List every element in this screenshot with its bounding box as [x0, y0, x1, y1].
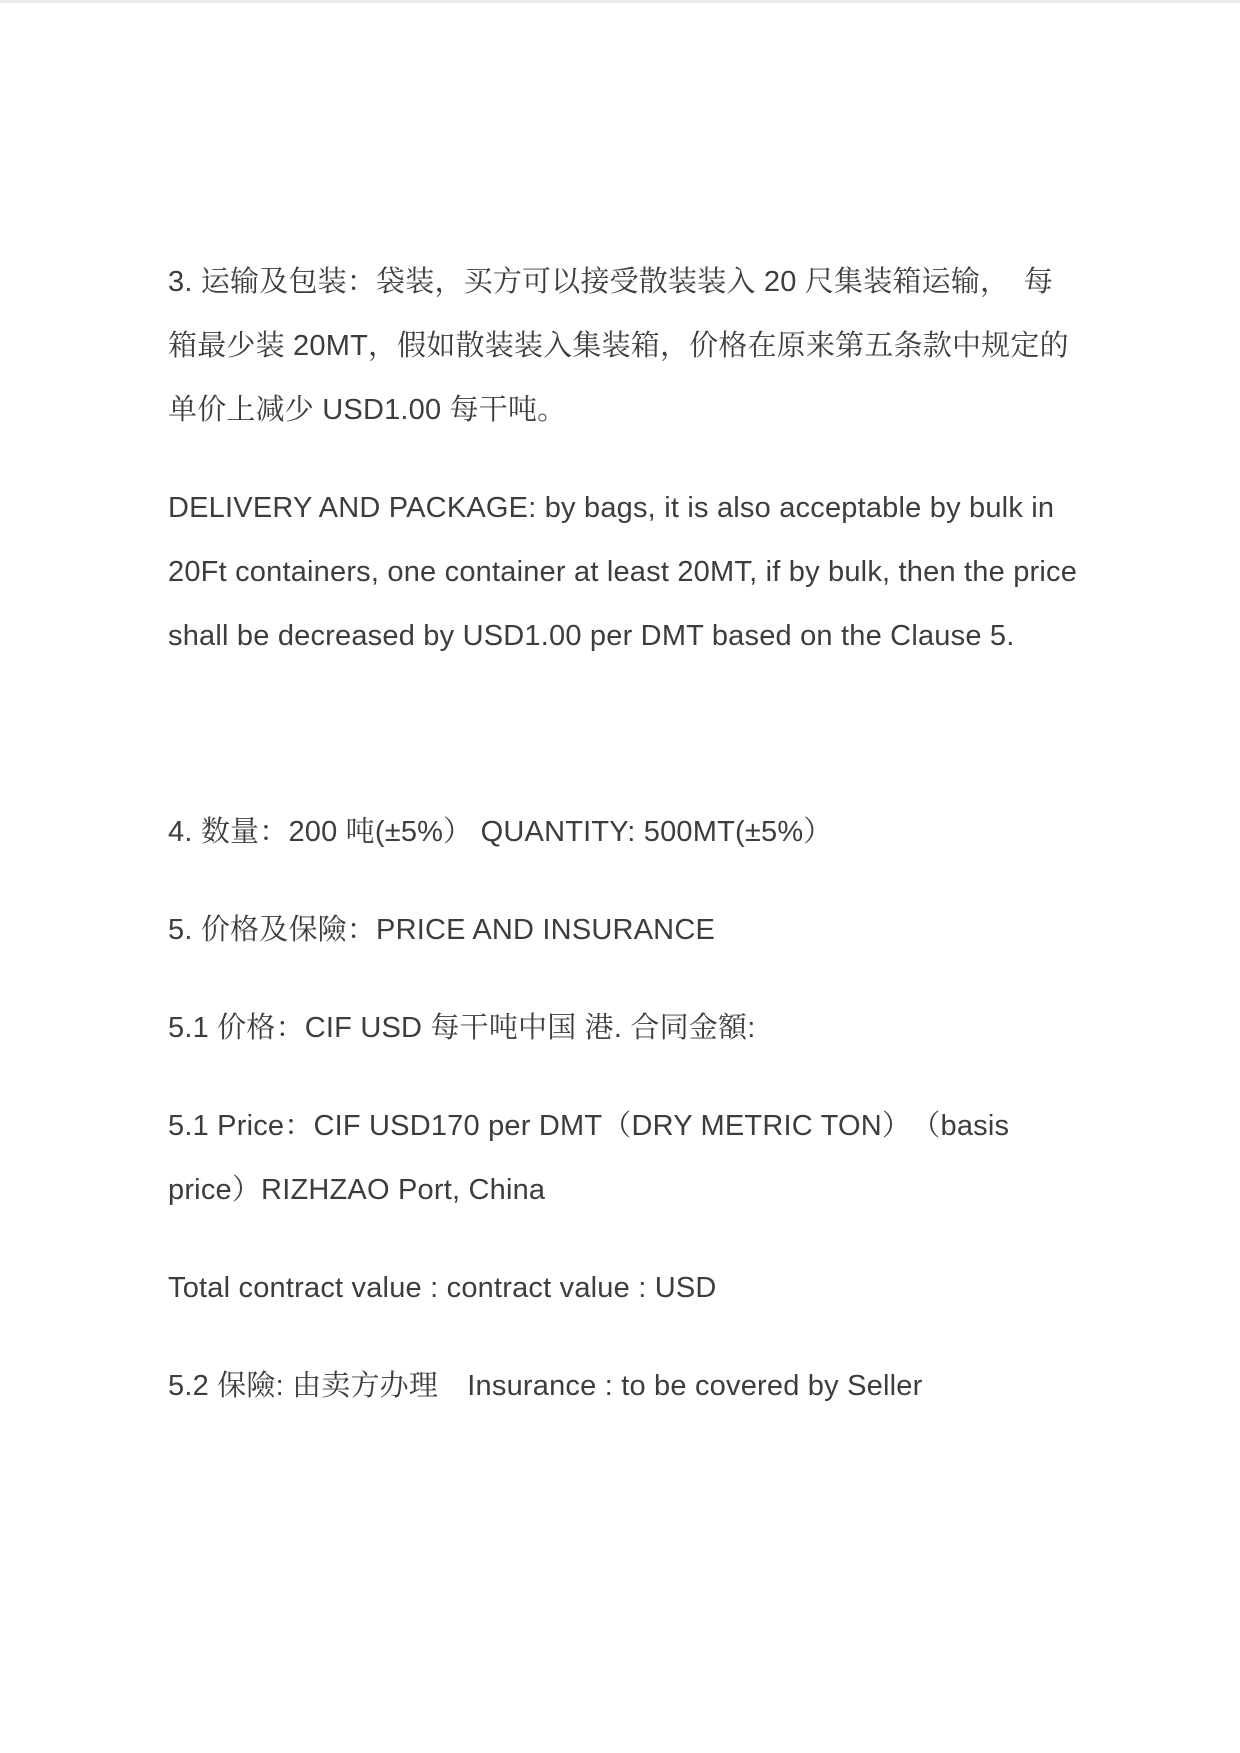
clause-4-quantity-paragraph: 4. 数量：200 吨(±5%） QUANTITY: 500MT(±5%）: [168, 816, 833, 848]
clause-5-1-en-paragraph: 5.1 Price：CIF USD170 per DMT（DRY METRIC TON） （basis price）RIZHZAO Port, China: [168, 1110, 1010, 1206]
clause-5-heading-paragraph: 5. 价格及保險：PRICE AND INSURANCE: [168, 914, 716, 946]
blank-line: [168, 702, 1080, 800]
total-contract-value-paragraph: Total contract value : contract value : USD: [168, 1272, 717, 1304]
clause-5-1-cn-paragraph: 5.1 价格：CIF USD 每干吨中国 港. 合同金額:: [168, 1012, 756, 1044]
clause-5-2-insurance-paragraph: 5.2 保險: 由卖方办理 Insurance : to be covered by Seller: [168, 1370, 923, 1402]
clause-3-en-paragraph: DELIVERY AND PACKAGE: by bags, it is also acceptable by bulk in 20Ft containers, one container at least 20MT, if by bulk, then the price shall be decreased by USD1.00 per DMT based on the Clause 5.: [168, 492, 1078, 652]
page-top-edge: [0, 0, 1240, 3]
clause-3-cn-paragraph: 3. 运输及包装：袋装，买方可以接受散装装入 20 尺集装箱运输， 每箱最少装 20MT，假如散装装入集装箱，价格在原来第五条款中规定的单价上减少 USD1.00 每干吨。: [168, 266, 1069, 426]
